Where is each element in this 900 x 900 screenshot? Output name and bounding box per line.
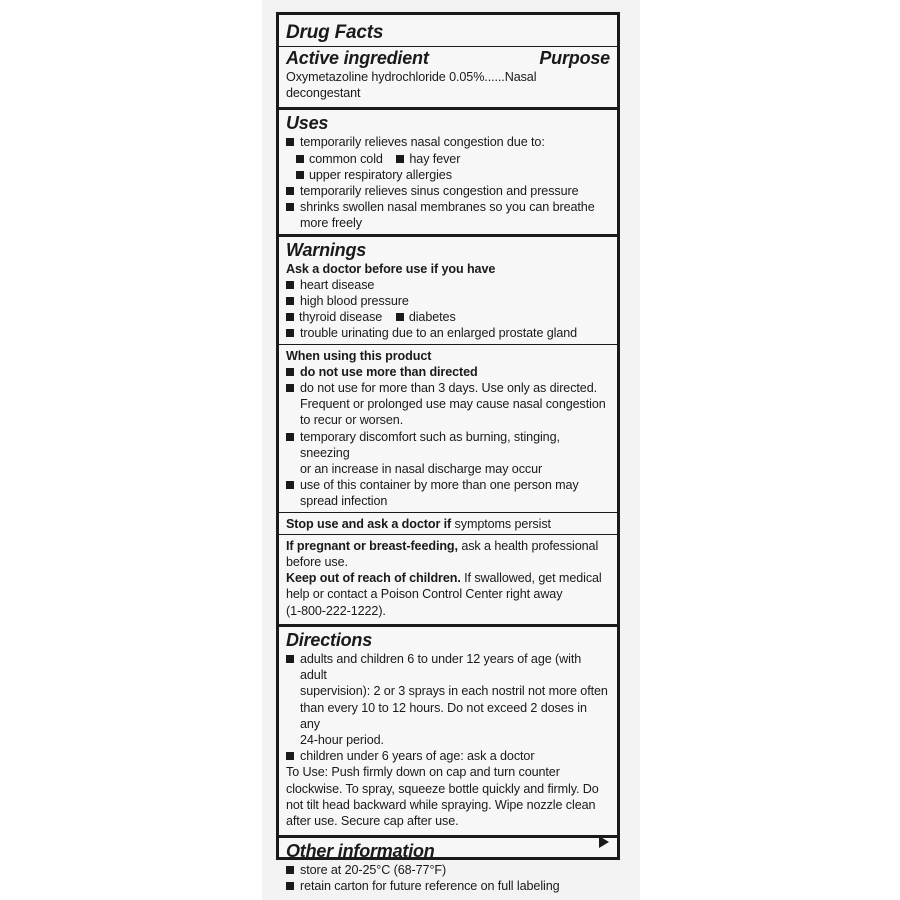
- square-bullet-icon: [286, 329, 294, 337]
- square-bullet-icon: [286, 481, 294, 489]
- uses-heading: Uses: [286, 113, 329, 134]
- square-bullet-icon: [286, 384, 294, 392]
- list-item: children under 6 years of age: ask a doctor: [286, 748, 610, 764]
- directions-section: [286, 627, 610, 831]
- square-bullet-icon: [286, 187, 294, 195]
- when-using-heading: When using this product: [286, 348, 432, 363]
- when-using-section: [286, 345, 610, 512]
- continue-arrow-icon: [599, 836, 609, 848]
- list-item: heart disease: [286, 277, 610, 293]
- keep-out-line: Keep out of reach of children. If swallowed, get medical help or contact a Poison Control Center right away (1-800-222-1222).: [286, 571, 602, 618]
- list-item: do not use more than directed: [286, 364, 610, 380]
- active-ingredient-line: Oxymetazoline hydrochloride 0.05%......Nasal decongestant: [286, 70, 537, 101]
- list-item: do not use for more than 3 days. Use only as directed. Frequent or prolonged use may cause nasal congestion to recur or worsen.: [286, 380, 610, 429]
- list-item: store at 20-25°C (68-77°F): [286, 862, 610, 878]
- directions-heading: Directions: [286, 629, 373, 650]
- list-item: trouble urinating due to an enlarged prostate gland: [286, 325, 610, 341]
- square-bullet-icon: [286, 752, 294, 760]
- square-bullet-icon: [286, 313, 294, 321]
- square-bullet-icon: [396, 313, 404, 321]
- divider: [279, 46, 617, 47]
- list-item: temporary discomfort such as burning, stinging, sneezing or an increase in nasal discharge may occur: [286, 429, 610, 478]
- square-bullet-icon: [396, 155, 404, 163]
- list-item: high blood pressure: [286, 293, 610, 309]
- active-ingredient-header: [286, 48, 610, 69]
- square-bullet-icon: [296, 171, 304, 179]
- active-ingredient-heading: Active ingredient: [286, 48, 429, 68]
- uses-section: [286, 110, 610, 233]
- square-bullet-icon: [286, 281, 294, 289]
- drug-facts-panel: [276, 12, 620, 894]
- list-item: common cold hay fever: [286, 151, 610, 167]
- square-bullet-icon: [296, 155, 304, 163]
- purpose-heading: Purpose: [539, 48, 610, 68]
- square-bullet-icon: [286, 368, 294, 376]
- list-item: thyroid disease diabetes: [286, 309, 610, 325]
- list-item: shrinks swollen nasal membranes so you can breathe more freely: [286, 199, 610, 231]
- pregnancy-line: If pregnant or breast-feeding, ask a health professional before use.: [286, 538, 599, 570]
- other-info-section: [286, 838, 610, 896]
- list-item: temporarily relieves sinus congestion and pressure: [286, 183, 610, 199]
- square-bullet-icon: [286, 882, 294, 890]
- square-bullet-icon: [286, 297, 294, 305]
- square-bullet-icon: [286, 138, 294, 146]
- pregnancy-section: [286, 535, 610, 621]
- warnings-heading: Warnings: [286, 239, 367, 260]
- list-item: retain carton for future reference on full labeling: [286, 878, 610, 894]
- other-info-heading: Other information: [286, 841, 435, 862]
- list-item: upper respiratory allergies: [286, 167, 610, 183]
- list-item: adults and children 6 to under 12 years of age (with adult supervision): 2 or 3 sprays in each nostril not more often than every 10 to 12 hours. Do not exceed 2 doses in any 24-hour period.: [286, 651, 610, 748]
- list-item: temporarily relieves nasal congestion due to:: [286, 134, 610, 150]
- list-item: use of this container by more than one person may spread infection: [286, 477, 610, 509]
- stop-use-line: Stop use and ask a doctor if symptoms persist: [286, 516, 551, 531]
- square-bullet-icon: [286, 433, 294, 441]
- square-bullet-icon: [286, 655, 294, 663]
- square-bullet-icon: [286, 866, 294, 874]
- ask-doctor-heading: Ask a doctor before use if you have: [286, 261, 496, 276]
- square-bullet-icon: [286, 203, 294, 211]
- stop-use-section: [286, 513, 610, 534]
- warnings-section: [286, 237, 610, 344]
- drug-facts-title: Drug Facts: [286, 22, 384, 43]
- to-use-text: To Use: Push firmly down on cap and turn counter clockwise. To spray, squeeze bottle quickly and firmly. Do not tilt head backward while spraying. Wipe nozzle clean after use. Secure cap after use.: [286, 765, 599, 828]
